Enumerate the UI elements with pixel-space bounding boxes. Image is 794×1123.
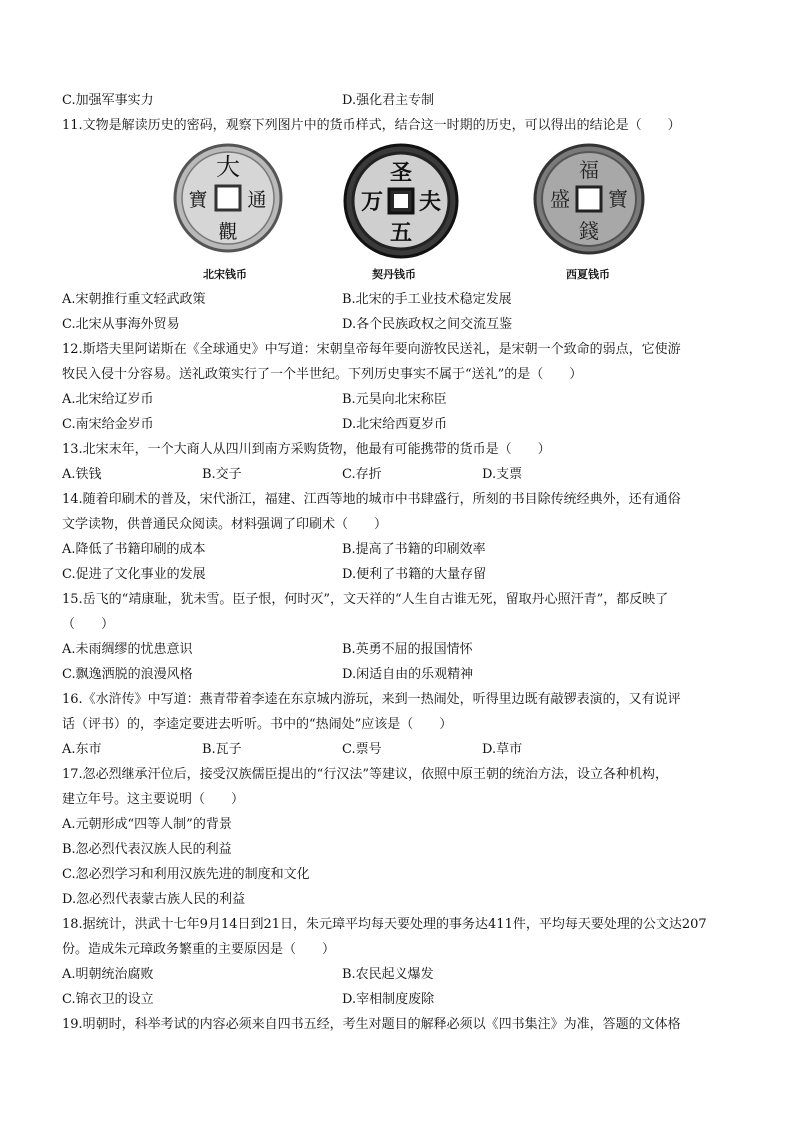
q18-option-d: D.宰相制度废除 bbox=[342, 992, 435, 1007]
q15-option-d: D.闲适自由的乐观精神 bbox=[342, 667, 474, 682]
q14-option-b: B.提高了书籍的印刷效率 bbox=[342, 542, 486, 557]
q14-stem-line2: 文学读物，供普通民众阅读。材料强调了印刷术（ ） bbox=[62, 517, 388, 532]
q18-stem-line1: 18.据统计，洪武十七年9月14日到21日，朱元璋平均每天要处理的事务达411件，平均每天要处理的公文达207 bbox=[62, 917, 707, 932]
northern-song-coin-image bbox=[172, 142, 284, 254]
q18-stem-line2: 份。造成朱元璋政务繁重的主要原因是（ ） bbox=[62, 942, 336, 957]
khitan-coin-image bbox=[342, 142, 460, 260]
q11-option-a: A.宋朝推行重文轻武政策 bbox=[62, 292, 206, 307]
q12-stem-line2: 牧民入侵十分容易。送礼政策实行了一个半世纪。下列历史事实不属于“送礼”的是（ ） bbox=[62, 367, 583, 382]
q14-stem-line1: 14.随着印刷术的普及，宋代浙江，福建、江西等地的城市中书肆盛行，所刻的书目除传统经典外，还有通俗 bbox=[62, 492, 681, 507]
q15-option-a: A.未雨绸缪的忧患意识 bbox=[62, 642, 193, 657]
q14-option-c: C.促进了文化事业的发展 bbox=[62, 567, 206, 582]
q13-option-d: D.支票 bbox=[482, 467, 523, 482]
q17-option-c: C.忽必烈学习和利用汉族先进的制度和文化 bbox=[62, 867, 310, 882]
q12-option-b: B.元昊向北宋称臣 bbox=[342, 392, 447, 407]
q17-stem-line1: 17.忽必烈继承汗位后，接受汉族儒臣提出的“行汉法”等建议，依照中原王朝的统治方法，设立各种机构， bbox=[62, 767, 668, 782]
q11-option-b: B.北宋的手工业技术稳定发展 bbox=[342, 292, 512, 307]
q10-option-d: D.强化君主专制 bbox=[342, 93, 435, 108]
q17-stem-line2: 建立年号。这主要说明（ ） bbox=[62, 792, 245, 807]
coin1-char-top: 大 bbox=[216, 153, 240, 181]
coin-images bbox=[0, 140, 794, 290]
coin2-char-top: 圣 bbox=[389, 160, 413, 186]
coin1-char-left: 寶 bbox=[188, 189, 208, 211]
q16-option-d: D.草市 bbox=[482, 742, 523, 757]
western-xia-coin-image bbox=[532, 142, 646, 256]
q18-option-c: C.锦衣卫的设立 bbox=[62, 992, 154, 1007]
q14-option-d: D.便利了书籍的大量存留 bbox=[342, 567, 487, 582]
coin1-char-right: 通 bbox=[247, 189, 267, 211]
q15-stem-line2: （ ） bbox=[62, 617, 115, 632]
q17-option-a: A.元朝形成“四等人制”的背景 bbox=[62, 817, 232, 832]
q12-option-c: C.南宋给金岁币 bbox=[62, 417, 154, 432]
q13-stem: 13.北宋末年，一个大商人从四川到南方采购货物，他最有可能携带的货币是（ ） bbox=[62, 442, 551, 457]
coin3-char-top: 福 bbox=[579, 158, 599, 182]
q11-option-d: D.各个民族政权之间交流互鉴 bbox=[342, 317, 513, 332]
q18-option-a: A.明朝统治腐败 bbox=[62, 967, 154, 982]
q12-option-a: A.北宋给辽岁币 bbox=[62, 392, 154, 407]
q15-stem-line1: 15.岳飞的“靖康耻，犹未雪。臣子恨，何时灭”，文天祥的“人生自古谁无死，留取丹心照汗青”，都反映了 bbox=[62, 592, 669, 607]
q16-option-b: B.瓦子 bbox=[202, 742, 242, 757]
q14-option-a: A.降低了书籍印刷的成本 bbox=[62, 542, 206, 557]
coin3-char-bottom: 錢 bbox=[579, 219, 599, 243]
q13-option-b: B.交子 bbox=[202, 467, 242, 482]
q10-option-c: C.加强军事实力 bbox=[62, 93, 154, 108]
q17-option-b: B.忽必烈代表汉族人民的利益 bbox=[62, 842, 232, 857]
q16-option-c: C.票号 bbox=[342, 742, 382, 757]
coin1-char-bottom: 觀 bbox=[218, 221, 238, 243]
coin3-char-left: 盛 bbox=[550, 187, 570, 211]
q17-option-d: D.忽必烈代表蒙古族人民的利益 bbox=[62, 892, 246, 907]
coin-caption-khitan: 契丹钱币 bbox=[372, 268, 416, 281]
q16-stem-line1: 16.《水浒传》中写道：燕青带着李逵在东京城内游玩，来到一热闹处，听得里边既有敲锣表演的，又有说评 bbox=[62, 692, 681, 707]
q15-option-c: C.飘逸洒脱的浪漫风格 bbox=[62, 667, 193, 682]
q11-stem: 11.文物是解读历史的密码，观察下列图片中的货币样式，结合这一时期的历史，可以得出的结论是（ ） bbox=[62, 118, 681, 133]
q16-stem-line2: 话（评书）的，李逵定要进去听听。书中的“热闹处”应该是（ ） bbox=[62, 717, 453, 732]
coin2-char-left: 万 bbox=[360, 189, 384, 215]
coin-caption-western-xia: 西夏钱币 bbox=[566, 268, 610, 281]
q12-option-d: D.北宋给西夏岁币 bbox=[342, 417, 448, 432]
q19-stem-line1: 19.明朝时，科举考试的内容必须来自四书五经，考生对题目的解释必须以《四书集注》为准，答题的文体格 bbox=[62, 1017, 681, 1032]
coin-caption-northern-song: 北宋钱币 bbox=[203, 268, 247, 281]
q15-option-b: B.英勇不屈的报国情怀 bbox=[342, 642, 473, 657]
q12-stem-line1: 12.斯塔夫里阿诺斯在《全球通史》中写道：宋朝皇帝每年要向游牧民送礼，是宋朝一个致命的弱点，它使游 bbox=[62, 342, 681, 357]
coin2-char-bottom: 五 bbox=[389, 220, 413, 246]
q18-option-b: B.农民起义爆发 bbox=[342, 967, 434, 982]
q11-option-c: C.北宋从事海外贸易 bbox=[62, 317, 180, 332]
q13-option-c: C.存折 bbox=[342, 467, 382, 482]
q16-option-a: A.东市 bbox=[62, 742, 102, 757]
coin2-char-right: 夫 bbox=[418, 189, 442, 215]
q13-option-a: A.铁钱 bbox=[62, 467, 102, 482]
coin3-char-right: 寶 bbox=[608, 187, 628, 211]
